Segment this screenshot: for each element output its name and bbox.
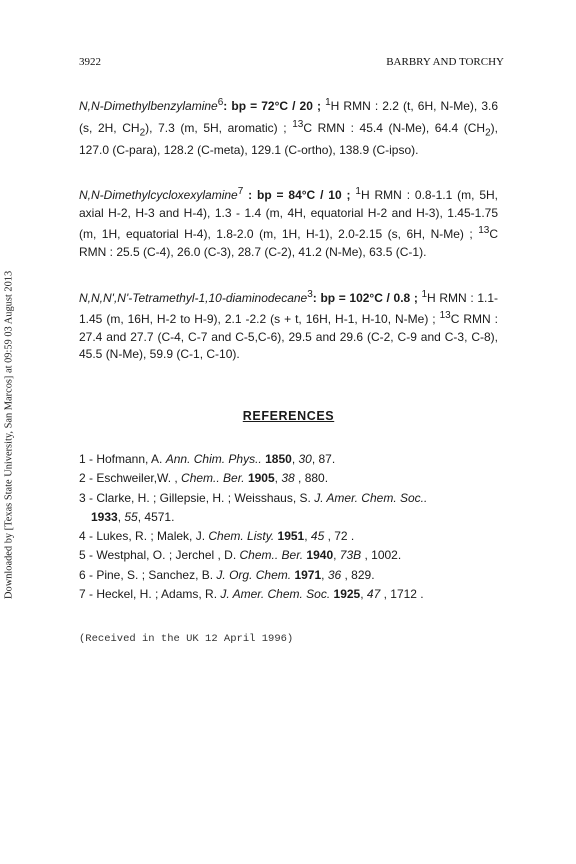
- journal-name: J. Amer. Chem. Soc..: [314, 490, 428, 505]
- isotope-h: 1: [355, 186, 361, 198]
- reference-year: 1971: [294, 567, 322, 582]
- running-head-authors: BARBRY AND TORCHY: [386, 56, 504, 68]
- running-head: [79, 56, 504, 68]
- download-stamp: Downloaded by [Texas State University, San Marcos] at 09:59 03 August 2013: [3, 270, 15, 600]
- isotope-c: 13: [478, 225, 490, 237]
- compound-name: N,N-Dimethylcycloxexylamine: [79, 188, 238, 203]
- isotope-c: 13: [292, 118, 304, 130]
- reference-year: 1951: [277, 529, 305, 544]
- reference-volume: 47: [366, 587, 381, 602]
- compound-entry: [79, 183, 498, 261]
- reference-item: 1 - Hofmann, A. Ann. Chim. Phys.. 1850, 30, 87.: [79, 452, 336, 466]
- h-nmr-data: H RMN : 2.2 (t, 6H, N-Me), 3.6 (s, 2H, CH: [79, 99, 498, 135]
- ref-marker: 3: [307, 288, 313, 300]
- compound-name: N,N-Dimethylbenzylamine: [79, 99, 218, 113]
- reference-year: 1940: [306, 548, 334, 563]
- journal-name: J. Org. Chem.: [216, 567, 292, 582]
- h-nmr-data: H RMN : 0.8-1.1 (m, 5H, axial H-2, H-3 and H-4), 1.3 - 1.4 (m, 4H, equatorial H-2 and H-3), 1.45-1.75 (m, 1H, equatorial H-4), 1.8-2.0 (m, 1H, H-1), 2.0-2.15 (s, 6H, N-Me) ;: [79, 188, 498, 242]
- c-nmr-data: C RMN : 27.4 and 27.7 (C-4, C-7 and C-5,C-6), 29.5 and 29.6 (C-2, C-9 and C-3, C-8), 45.5 (N-Me), 59.9 (C-1, C-10).: [79, 312, 499, 362]
- subscript: 2: [485, 126, 491, 138]
- reference-year: 1905: [247, 471, 275, 486]
- reference-item: 5 - Westphal, O. ; Jerchel , D. Chem.. Ber. 1940, 73B , 1002.: [79, 548, 402, 563]
- compound-entry: [79, 94, 498, 159]
- references-heading: REFERENCES: [242, 409, 335, 423]
- reference-volume: 73B: [339, 548, 362, 563]
- reference-volume: 55: [124, 509, 138, 524]
- isotope-h: 1: [325, 97, 331, 108]
- reference-year: 1933: [91, 509, 118, 524]
- isotope-c: 13: [439, 310, 451, 322]
- reference-item: 3 - Clarke, H. ; Gillepsie, H. ; Weisshaus, S. J. Amer. Chem. Soc.. 1933, 55, 4571.: [79, 489, 498, 528]
- reference-year: 1925: [333, 587, 361, 602]
- page-number: 3922: [79, 56, 101, 68]
- subscript: 2: [139, 126, 146, 138]
- reference-volume: 30: [298, 452, 312, 466]
- compound-data-text: : bp = 84°C / 10 ;: [243, 188, 356, 203]
- reference-year: 1850: [265, 452, 292, 466]
- compound-data-text: : bp = 72°C / 20 ;: [223, 99, 326, 113]
- c-nmr-data: C RMN : 45.4 (N-Me), 64.4 (CH: [303, 120, 486, 135]
- reference-item: 4 - Lukes, R. ; Malek, J. Chem. Listy. 1951, 45 , 72 .: [79, 529, 355, 544]
- reference-volume: 38: [281, 471, 295, 486]
- reference-volume: 45: [310, 529, 325, 544]
- journal-name: Chem.. Ber.: [181, 471, 245, 486]
- c-nmr-data: C RMN : 25.5 (C-4), 26.0 (C-3), 28.7 (C-2), 41.2 (N-Me), 63.5 (C-1).: [79, 227, 498, 259]
- compound-data-text: ), 127.0 (C-para), 128.2 (C-meta), 129.1 (C-ortho), 138.9 (C-ipso).: [79, 120, 498, 157]
- received-note: (Received in the UK 12 April 1996): [79, 633, 294, 645]
- compound-data-text: : bp = 102°C / 0.8 ;: [312, 290, 422, 305]
- reference-item: 6 - Pine, S. ; Sanchez, B. J. Org. Chem. 1971, 36 , 829.: [79, 567, 375, 582]
- compound-data-text: ), 7.3 (m, 5H, aromatic) ;: [145, 120, 293, 135]
- reference-item: 7 - Heckel, H. ; Adams, R. J. Amer. Chem. Soc. 1925, 47 , 1712 .: [79, 587, 424, 602]
- compound-name: N,N,N',N'-Tetramethyl-1,10-diaminodecane: [79, 290, 308, 305]
- journal-name: Ann. Chim. Phys..: [165, 452, 262, 466]
- journal-name: Chem. Listy.: [208, 529, 275, 544]
- isotope-h: 1: [421, 288, 428, 300]
- ref-marker: 6: [217, 97, 224, 108]
- compound-data: [79, 94, 498, 388]
- reference-list: [79, 450, 498, 604]
- reference-volume: 36: [327, 567, 342, 582]
- h-nmr-data: H RMN : 1.1-1.45 (m, 16H, H-2 to H-9), 2.1 -2.2 (s + t, 16H, H-1, H-10, N-Me) ;: [79, 290, 498, 327]
- reference-continuation: 1933, 55, 4571.: [91, 509, 175, 524]
- reference-item: 2 - Eschweiler,W. , Chem.. Ber. 1905, 38 , 880.: [79, 471, 329, 486]
- ref-marker: 7: [237, 186, 244, 198]
- journal-name: J. Amer. Chem. Soc.: [220, 587, 331, 602]
- compound-entry: [79, 286, 498, 364]
- journal-name: Chem.. Ber.: [239, 548, 304, 563]
